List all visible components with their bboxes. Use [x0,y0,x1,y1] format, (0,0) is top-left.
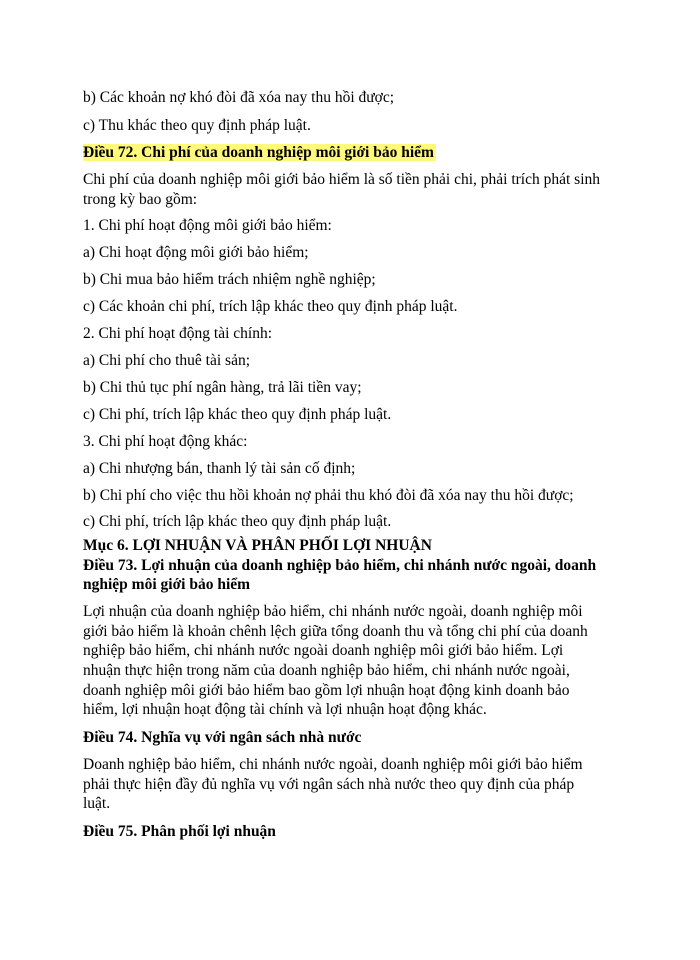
text-line: c) Chi phí, trích lập khác theo quy định pháp luật. [83,406,392,423]
text-line: b) Chi phí cho việc thu hồi khoản nợ phải thu khó đòi đã xóa nay thu hồi được; [83,487,574,504]
article-72-heading [83,143,436,163]
article-73-heading-line1: Điều 73. Lợi nhuận của doanh nghiệp bảo hiểm, chi nhánh nước ngoài, doanh [83,557,597,574]
text-line: b) Chi mua bảo hiểm trách nhiệm nghề nghiệp; [83,271,376,288]
article-73-heading-line2: nghiệp môi giới bảo hiểm [83,576,251,593]
text-line: phải thực hiện đầy đủ nghĩa vụ với ngân sách nhà nước theo quy định của pháp [83,776,575,793]
text-line: a) Chi nhượng bán, thanh lý tài sản cố định; [83,460,356,477]
highlighted-heading-text: Điều 72. Chi phí của doanh nghiệp môi giới bảo hiểm [83,144,434,161]
text-line: 3. Chi phí hoạt động khác: [83,433,248,450]
text-line: giới bảo hiểm là khoản chênh lệch giữa tổng doanh thu và tổng chi phí của doanh [83,623,588,640]
text-line: c) Các khoản chi phí, trích lập khác theo quy định pháp luật. [83,298,458,315]
text-line: Doanh nghiệp bảo hiểm, chi nhánh nước ngoài, doanh nghiệp môi giới bảo hiểm [83,756,583,773]
text-line: c) Chi phí, trích lập khác theo quy định pháp luật. [83,513,392,530]
text-line: a) Chi hoạt động môi giới bảo hiểm; [83,244,309,261]
text-line: nhuận thực hiện trong năm của doanh nghiệp bảo hiểm, chi nhánh nước ngoài, [83,662,570,679]
text-line: hiểm, lợi nhuận hoạt động tài chính và lợi nhuận hoạt động khác. [83,701,487,718]
text-line: doanh nghiệp môi giới bảo hiểm bao gồm lợi nhuận hoạt động kinh doanh bảo [83,682,570,699]
text-line: trong kỳ bao gồm: [83,191,198,208]
text-line: Lợi nhuận của doanh nghiệp bảo hiểm, chi nhánh nước ngoài, doanh nghiệp môi [83,603,583,620]
text-line: b) Chi thủ tục phí ngân hàng, trả lãi tiền vay; [83,379,362,396]
section-6-heading: Mục 6. LỢI NHUẬN VÀ PHÂN PHỐI LỢI NHUẬN [83,537,432,554]
text-line: luật. [83,795,111,812]
text-line: 1. Chi phí hoạt động môi giới bảo hiểm: [83,217,332,234]
article-75-heading: Điều 75. Phân phối lợi nhuận [83,823,276,840]
text-line: 2. Chi phí hoạt động tài chính: [83,325,272,342]
text-line: Chi phí của doanh nghiệp môi giới bảo hiểm là số tiền phải chi, phải trích phát sinh [83,171,601,188]
text-line: a) Chi phí cho thuê tài sản; [83,352,251,369]
article-74-heading: Điều 74. Nghĩa vụ với ngân sách nhà nước [83,729,362,746]
text-line: nghiệp bảo hiểm, chi nhánh nước ngoài doanh nghiệp môi giới bảo hiểm. Lợi [83,642,564,659]
text-line: b) Các khoản nợ khó đòi đã xóa nay thu hồi được; [83,89,395,106]
text-line: c) Thu khác theo quy định pháp luật. [83,117,311,134]
